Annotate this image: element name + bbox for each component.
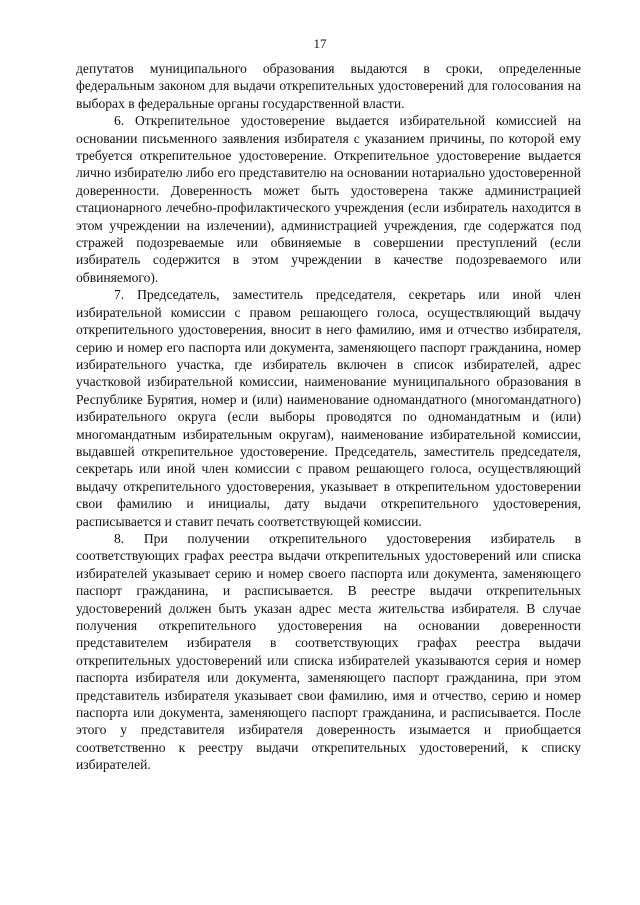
- paragraph-item-8: 8. При получении открепительного удостоверения избиратель в соответствующих графах реестра выдачи открепительных удостоверений или списка избирателей указывает серию и номер своего паспорта или документа, заменяющего паспорт гражданина, и расписывается. В реестре выдачи открепительных удостоверений должен быть указан адрес места жительства избирателя. В случае получения открепительного удостоверения на основании доверенности представителем избирателя в соответствующих графах реестра выдачи открепительных удостоверений или списка избирателей указываются серия и номер паспорта избирателя или документа, заменяющего паспорт гражданина, при этом представитель избирателя указывает свои фамилию, имя и отчество, серию и номер паспорта или документа, заменяющего паспорт гражданина, и расписывается. После этого у представителя избирателя доверенность изымается и приобщается соответственно к реестру выдачи открепительных удостоверений, к списку избирателей.: [76, 530, 581, 773]
- document-body: [76, 60, 581, 774]
- paragraph-continuation: депутатов муниципального образования выдаются в сроки, определенные федеральным законом для выдачи открепительных удостоверений для голосования на выборах в федеральные органы государственной власти.: [76, 61, 581, 111]
- paragraph-item-7: 7. Председатель, заместитель председателя, секретарь или иной член избирательной комиссии с правом решающего голоса, осуществляющий выдачу открепительного удостоверения, вносит в него фамилию, имя и отчество избирателя, серию и номер его паспорта или документа, заменяющего паспорт гражданина, номер избирательного участка, где избиратель включен в список избирателей, адрес участковой избирательной комиссии, наименование муниципального образования в Республике Бурятия, номер и (или) наименование одномандатного (многомандатного) избирательного округа (если выборы проводятся по одномандатным и (или) многомандатным избирательным округам), наименование избирательной комиссии, выдавшей открепительное удостоверение. Председатель, заместитель председателя, секретарь или иной член комиссии с правом решающего голоса, осуществляющий выдачу открепительного удостоверения, указывает в открепительном удостоверении свои фамилию и инициалы, дату выдачи открепительного удостоверения, расписывается и ставит печать соответствующей комиссии.: [76, 287, 581, 529]
- page-number: 17: [313, 36, 327, 51]
- paragraph-item-6: 6. Открепительное удостоверение выдается избирательной комиссией на основании письменного заявления избирателя с указанием причины, по которой ему требуется открепительное удостоверение. Открепительное удостоверение выдается лично избирателю либо его представителю на основании нотариально удостоверенной доверенности. Доверенность может быть удостоверена также администрацией стационарного лечебно-профилактического учреждения (если избиратель находится в этом учреждении на излечении), администрацией учреждения, где содержатся под стражей подозреваемые или обвиняемые в совершении преступлений (если избиратель содержится в этом учреждении в качестве подозреваемого или обвиняемого).: [76, 113, 581, 285]
